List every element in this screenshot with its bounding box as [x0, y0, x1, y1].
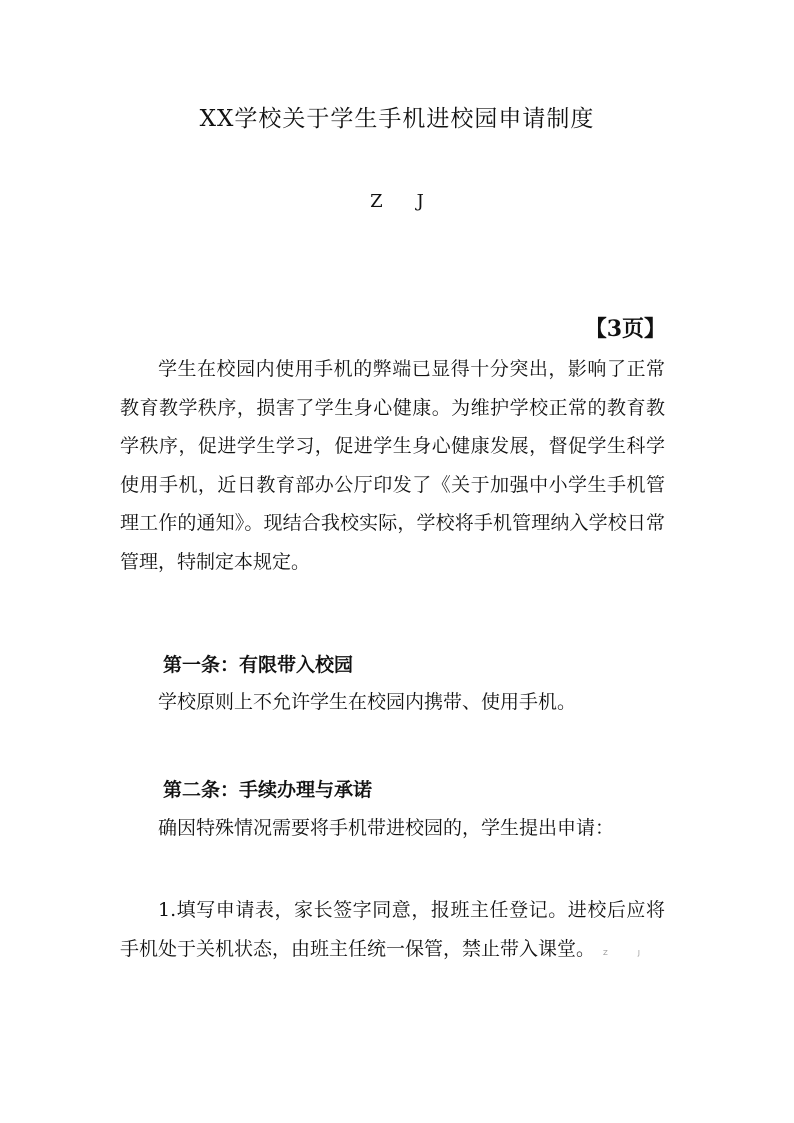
watermark-initial-first: Z: [603, 948, 608, 957]
watermark-initials: [603, 949, 640, 957]
article-1-paragraph: 学校原则上不允许学生在校园内携带、使用手机。: [158, 691, 577, 713]
article-2-paragraph-1: 确因特殊情况需要将手机带进校园的，学生提出申请：: [158, 817, 615, 839]
intro-paragraph: 学生在校园内使用手机的弊端已显得十分突出，影响了正常教育教学秩序，损害了学生身心健康。为维护学校正常的教育教学秩序，促进学生学习，促进学生身心健康发展，督促学生科学使用手机，近日教育部办公厅印发了《关于加强中小学生手机管理工作的通知》。现结合我校实际，学校将手机管理纳入学校日常管理，特制定本规定。: [120, 358, 665, 573]
document-title: XX学校关于学生手机进校园申请制度: [199, 106, 595, 132]
author-initial-first: Z: [370, 191, 383, 212]
article-2-heading: 第二条：手续办理与承诺: [163, 779, 373, 801]
page-count-label: 【3页】: [584, 316, 666, 342]
article-2-paragraph-2: [120, 891, 665, 972]
author-initial-second: J: [416, 191, 424, 212]
article-1-heading: 第一条：有限带入校园: [163, 654, 354, 676]
author-initials: [0, 191, 794, 212]
article-2-paragraph-2-text: 1.填写申请表，家长签字同意，报班主任登记。进校后应将手机处于关机状态，由班主任统一保管，禁止带入课堂。: [120, 899, 665, 960]
watermark-initial-second: J: [637, 948, 640, 957]
